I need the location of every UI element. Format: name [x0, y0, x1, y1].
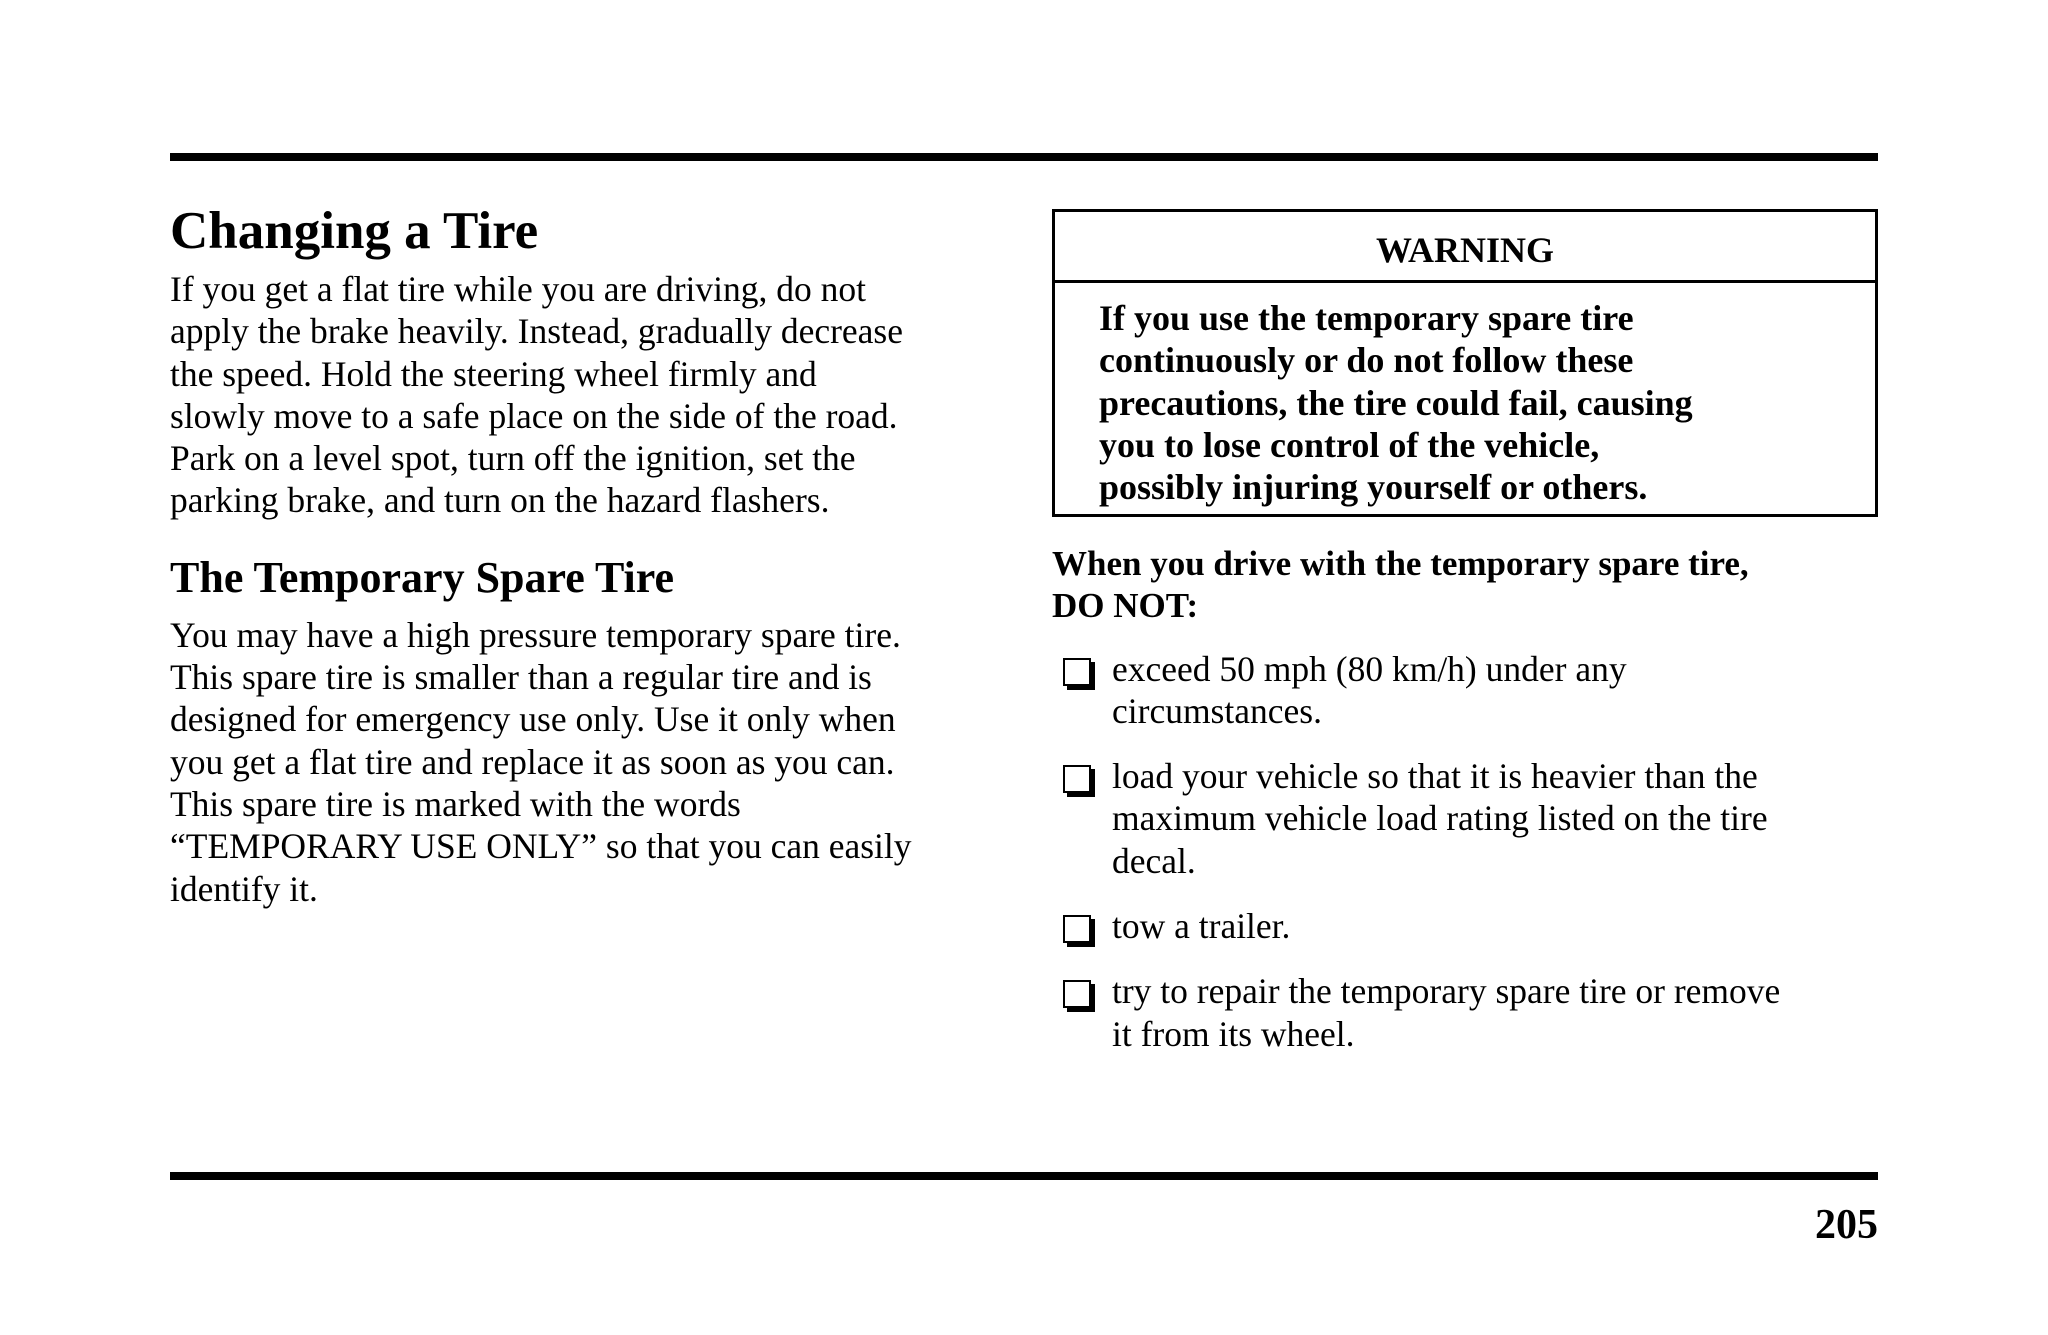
do-not-item — [1052, 648, 1878, 733]
paragraph-line: the speed. Hold the steering wheel firmly and — [170, 353, 817, 394]
item-line: decal. — [1112, 840, 1196, 881]
top-rule — [170, 153, 1878, 161]
right-column — [1052, 543, 1878, 1078]
checkbox-bullet-icon — [1063, 658, 1091, 686]
paragraph-line: You may have a high pressure temporary spare tire. — [170, 614, 901, 655]
warning-line: If you use the temporary spare tire — [1099, 298, 1634, 338]
warning-line: continuously or do not follow these — [1099, 340, 1634, 381]
paragraph-line: designed for emergency use only. Use it only when — [170, 699, 896, 740]
paragraph-line: This spare tire is smaller than a regular tire and is — [170, 657, 872, 698]
do-not-intro — [1052, 543, 1878, 628]
section-title-changing-a-tire: Changing a Tire — [170, 202, 539, 260]
warning-heading: WARNING — [1055, 212, 1875, 283]
warning-line: possibly injuring yourself or others. — [1099, 467, 1648, 508]
paragraph-line: you get a flat tire and replace it as soon as you can. — [170, 741, 895, 782]
paragraph-line: Park on a level spot, turn off the ignition, set the — [170, 438, 856, 479]
checkbox-bullet-icon — [1063, 765, 1091, 793]
item-line: circumstances. — [1112, 690, 1322, 731]
temporary-spare-tire-paragraph — [170, 614, 1010, 910]
item-line: tow a trailer. — [1112, 906, 1291, 947]
intro-line: DO NOT: — [1052, 586, 1199, 626]
warning-box — [1052, 209, 1878, 517]
paragraph-line: This spare tire is marked with the words — [170, 783, 741, 824]
item-line: exceed 50 mph (80 km/h) under any — [1112, 648, 1627, 689]
changing-a-tire-paragraph — [170, 268, 1010, 522]
item-line: load your vehicle so that it is heavier than the — [1112, 756, 1758, 797]
do-not-item — [1052, 755, 1878, 882]
item-line: maximum vehicle load rating listed on the tire — [1112, 798, 1768, 839]
item-line: try to repair the temporary spare tire or remove — [1112, 971, 1781, 1012]
warning-line: you to lose control of the vehicle, — [1099, 424, 1600, 465]
do-not-item — [1052, 970, 1878, 1055]
warning-text — [1055, 283, 1875, 508]
bottom-rule — [170, 1172, 1878, 1180]
paragraph-line: identify it. — [170, 868, 318, 909]
intro-line: When you drive with the temporary spare tire, — [1052, 544, 1749, 583]
checkbox-bullet-icon — [1063, 980, 1091, 1008]
paragraph-line: “TEMPORARY USE ONLY” so that you can easily — [170, 826, 912, 867]
paragraph-line: slowly move to a safe place on the side of the road. — [170, 395, 898, 436]
section-title-temporary-spare-tire: The Temporary Spare Tire — [170, 552, 675, 602]
paragraph-line: If you get a flat tire while you are driving, do not — [170, 269, 866, 309]
warning-line: precautions, the tire could fail, causing — [1099, 382, 1693, 423]
checkbox-bullet-icon — [1063, 915, 1091, 943]
do-not-item — [1052, 905, 1878, 947]
item-line: it from its wheel. — [1112, 1013, 1355, 1054]
paragraph-line: apply the brake heavily. Instead, gradually decrease — [170, 311, 904, 352]
left-column — [170, 196, 1010, 910]
page-number: 205 — [1815, 1202, 1878, 1248]
paragraph-line: parking brake, and turn on the hazard flashers. — [170, 480, 830, 521]
